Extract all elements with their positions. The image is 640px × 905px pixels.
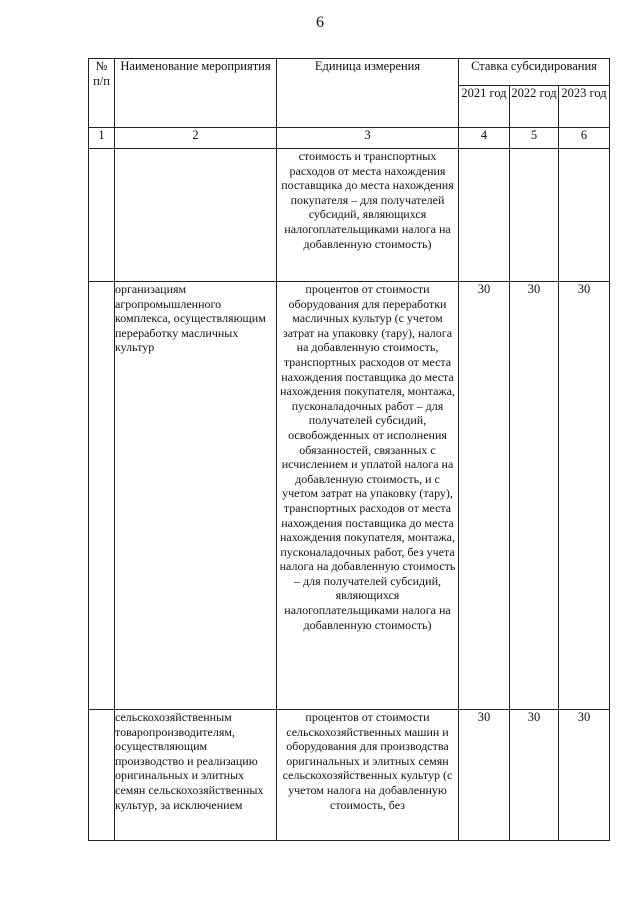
measure-name-cell <box>115 149 277 282</box>
measure-name-cell: сельскохозяйственным товаропроизводителям, осуществляющим производство и реализацию оригинальных и элитных семян сельскохозяйственных культур, за исключением <box>115 710 277 841</box>
column-number: 3 <box>277 128 459 149</box>
unit-cell: процентов от стоимости оборудования для переработки масличных культур (с учетом затрат на упаковку (тару), налога на добавленную стоимость, транспортных расходов от места нахождения поставщика до места нахождения покупателя, монтажа, пусконаладочных работ – для получателей субсидий, освобожденных от исполнения обязанностей, связанных с исчислением и уплатой налога на добавленную стоимость, и с учетом затрат на упаковку (тару), транспортных расходов от места нахождения поставщика до места нахождения покупателя, монтажа, пусконаладочных работ, без учета налога на добавленную стоимость – для получателей субсидий, являющихся налогоплательщиками налога на добавленную стоимость) <box>277 282 459 710</box>
subsidy-rate-table <box>88 58 610 841</box>
rate-2022-cell <box>510 149 559 282</box>
header-unit: Единица измерения <box>277 59 459 128</box>
header-year-2021: 2021 год <box>459 86 510 128</box>
unit-cell: стоимость и транспортных расходов от места нахождения поставщика до места нахождения покупателя – для получателей субсидий, являющихся налогоплательщиками налога на добавленную стоимость) <box>277 149 459 282</box>
header-year-2022: 2022 год <box>510 86 559 128</box>
rate-2023-cell <box>559 149 610 282</box>
rate-2021-cell <box>459 149 510 282</box>
header-subsidy-rate: Ставка субсидирования <box>459 59 610 86</box>
rate-2023-cell: 30 <box>559 282 610 710</box>
table-row <box>89 710 610 841</box>
column-number: 6 <box>559 128 610 149</box>
rate-2022-cell: 30 <box>510 710 559 841</box>
column-number: 4 <box>459 128 510 149</box>
column-numbers-row <box>89 128 610 149</box>
page-number: 6 <box>316 14 324 31</box>
column-number: 1 <box>89 128 115 149</box>
row-number-cell <box>89 149 115 282</box>
table-row <box>89 282 610 710</box>
header-row-number: № п/п <box>89 59 115 128</box>
rate-2022-cell: 30 <box>510 282 559 710</box>
header-year-2023: 2023 год <box>559 86 610 128</box>
header-measure-name: Наименование мероприятия <box>115 59 277 128</box>
column-number: 5 <box>510 128 559 149</box>
column-number: 2 <box>115 128 277 149</box>
rate-2021-cell: 30 <box>459 282 510 710</box>
table-row <box>89 149 610 282</box>
measure-name-cell: организациям агропромышленного комплекса, осуществляющим переработку масличных культур <box>115 282 277 710</box>
row-number-cell <box>89 710 115 841</box>
rate-2021-cell: 30 <box>459 710 510 841</box>
row-number-cell <box>89 282 115 710</box>
unit-cell: процентов от стоимости сельскохозяйственных машин и оборудования для производства оригинальных и элитных семян сельскохозяйственных культур (с учетом налога на добавленную стоимость, без <box>277 710 459 841</box>
rate-2023-cell: 30 <box>559 710 610 841</box>
